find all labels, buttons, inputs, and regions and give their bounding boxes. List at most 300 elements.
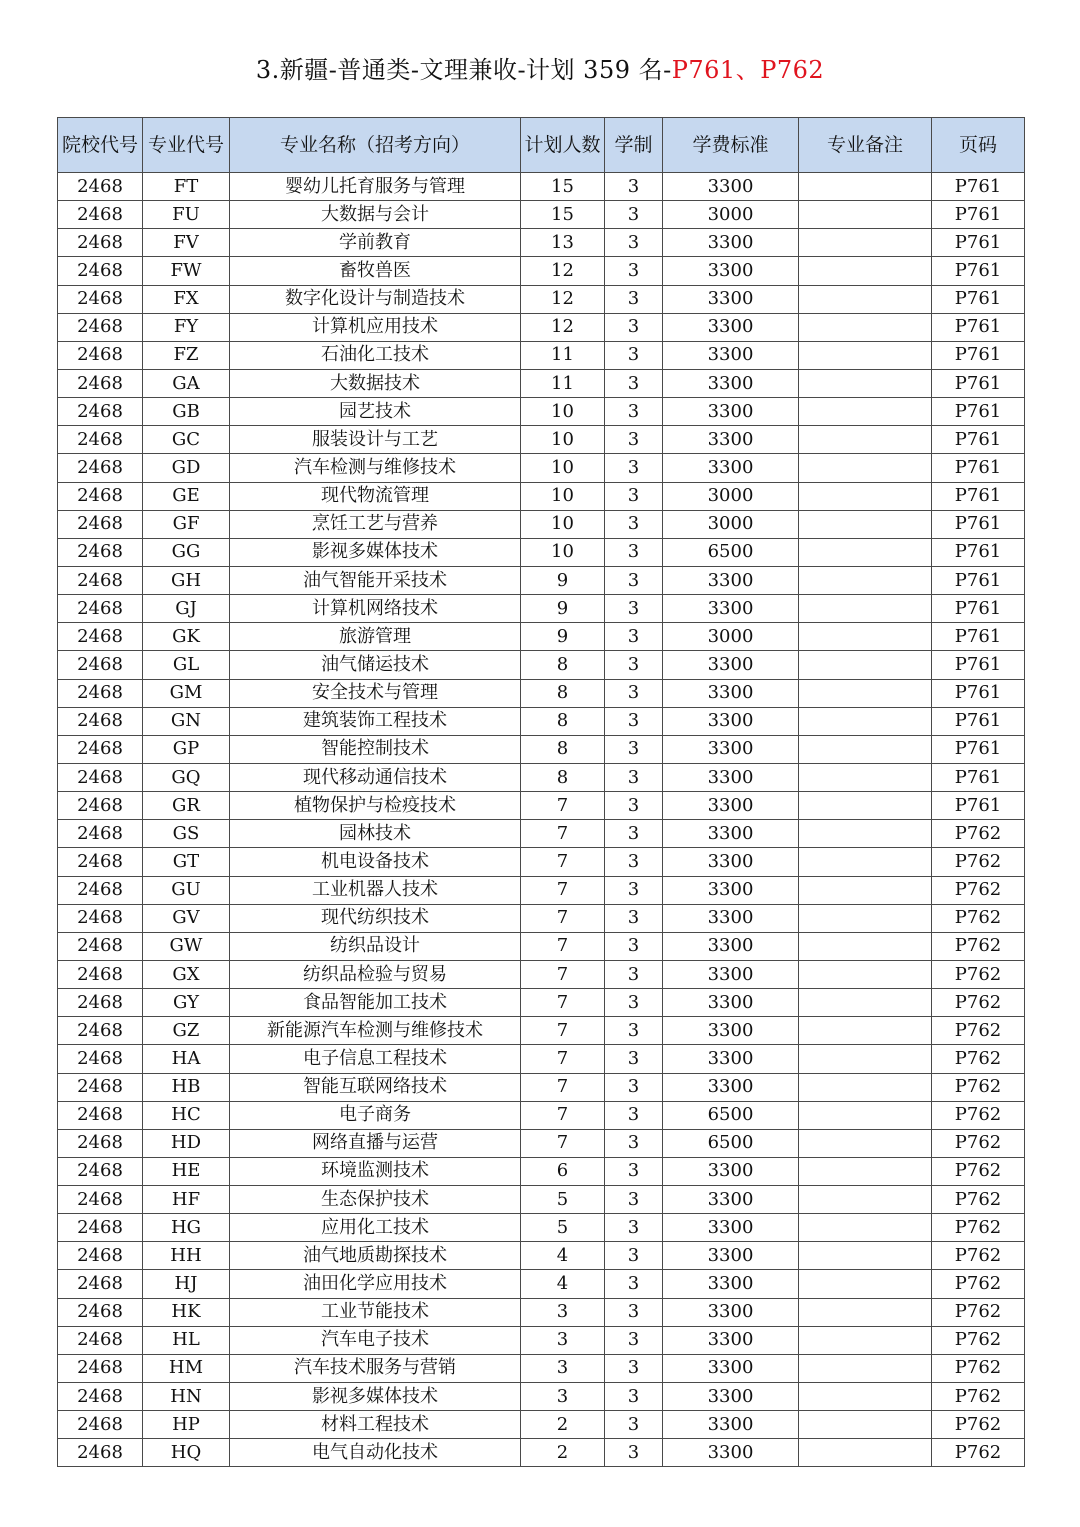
major-code-cell: GS [143,820,230,848]
tuition-cell: 3300 [663,341,799,369]
school-code-cell: 2468 [58,398,143,426]
tuition-cell: 6500 [663,1101,799,1129]
page-cell: P762 [932,1157,1025,1185]
school-code-cell: 2468 [58,1242,143,1270]
remarks-cell [799,313,932,341]
major-name-cell: 现代移动通信技术 [230,763,521,791]
tuition-cell: 3300 [663,229,799,257]
school-code-cell: 2468 [58,932,143,960]
remarks-cell [799,932,932,960]
school-code-cell: 2468 [58,735,143,763]
page-cell: P762 [932,1045,1025,1073]
tuition-cell: 3300 [663,1017,799,1045]
major-name-cell: 现代物流管理 [230,482,521,510]
page-cell: P761 [932,679,1025,707]
remarks-cell [799,904,932,932]
major-code-cell: HM [143,1354,230,1382]
tuition-cell: 3300 [663,651,799,679]
tuition-cell: 3300 [663,173,799,201]
plan-count-cell: 7 [521,1129,605,1157]
duration-cell: 3 [605,257,663,285]
table-row [58,173,1025,201]
tuition-cell: 3000 [663,623,799,651]
header-page: 页码 [932,118,1025,173]
school-code-cell: 2468 [58,173,143,201]
plan-count-cell: 5 [521,1214,605,1242]
page-cell: P761 [932,595,1025,623]
school-code-cell: 2468 [58,285,143,313]
remarks-cell [799,707,932,735]
plan-count-cell: 13 [521,229,605,257]
page-cell: P761 [932,229,1025,257]
page-cell: P762 [932,1411,1025,1439]
table-row [58,1270,1025,1298]
duration-cell: 3 [605,1383,663,1411]
table-row [58,848,1025,876]
duration-cell: 3 [605,341,663,369]
tuition-cell: 3300 [663,1411,799,1439]
school-code-cell: 2468 [58,1073,143,1101]
major-name-cell: 新能源汽车检测与维修技术 [230,1017,521,1045]
page-cell: P761 [932,538,1025,566]
page-cell: P762 [932,1439,1025,1467]
remarks-cell [799,1354,932,1382]
tuition-cell: 3300 [663,426,799,454]
page-cell: P762 [932,960,1025,988]
school-code-cell: 2468 [58,229,143,257]
school-code-cell: 2468 [58,1045,143,1073]
plan-count-cell: 15 [521,201,605,229]
school-code-cell: 2468 [58,482,143,510]
plan-count-cell: 15 [521,173,605,201]
school-code-cell: 2468 [58,313,143,341]
major-code-cell: HP [143,1411,230,1439]
remarks-cell [799,1270,932,1298]
major-name-cell: 机电设备技术 [230,848,521,876]
school-code-cell: 2468 [58,1157,143,1185]
title-pages: P761、P762 [671,56,825,84]
remarks-cell [799,201,932,229]
tuition-cell: 3300 [663,1214,799,1242]
school-code-cell: 2468 [58,369,143,397]
plan-count-cell: 9 [521,623,605,651]
remarks-cell [799,820,932,848]
school-code-cell: 2468 [58,341,143,369]
school-code-cell: 2468 [58,1439,143,1467]
table-row [58,1129,1025,1157]
duration-cell: 3 [605,1270,663,1298]
table-row [58,904,1025,932]
table-row [58,1298,1025,1326]
remarks-cell [799,679,932,707]
table-row [58,566,1025,594]
plan-count-cell: 7 [521,932,605,960]
major-name-cell: 石油化工技术 [230,341,521,369]
major-name-cell: 大数据与会计 [230,201,521,229]
tuition-cell: 3300 [663,398,799,426]
remarks-cell [799,876,932,904]
plan-count-cell: 2 [521,1439,605,1467]
duration-cell: 3 [605,848,663,876]
tuition-cell: 3000 [663,482,799,510]
major-name-cell: 园林技术 [230,820,521,848]
duration-cell: 3 [605,201,663,229]
tuition-cell: 3300 [663,369,799,397]
duration-cell: 3 [605,679,663,707]
tuition-cell: 3300 [663,1298,799,1326]
major-name-cell: 计算机应用技术 [230,313,521,341]
duration-cell: 3 [605,454,663,482]
tuition-cell: 3300 [663,1270,799,1298]
tuition-cell: 3300 [663,1242,799,1270]
duration-cell: 3 [605,1017,663,1045]
school-code-cell: 2468 [58,595,143,623]
major-name-cell: 电子商务 [230,1101,521,1129]
plan-count-cell: 10 [521,482,605,510]
duration-cell: 3 [605,398,663,426]
major-code-cell: GX [143,960,230,988]
page-cell: P761 [932,369,1025,397]
plan-count-cell: 7 [521,1045,605,1073]
page-cell: P761 [932,707,1025,735]
page-cell: P761 [932,173,1025,201]
major-code-cell: GB [143,398,230,426]
major-code-cell: HQ [143,1439,230,1467]
major-name-cell: 纺织品设计 [230,932,521,960]
tuition-cell: 3300 [663,257,799,285]
major-code-cell: GA [143,369,230,397]
page-cell: P762 [932,1298,1025,1326]
plan-count-cell: 12 [521,313,605,341]
major-code-cell: GM [143,679,230,707]
duration-cell: 3 [605,707,663,735]
page-cell: P762 [932,876,1025,904]
duration-cell: 3 [605,876,663,904]
header-major-code: 专业代号 [143,118,230,173]
major-code-cell: FZ [143,341,230,369]
duration-cell: 3 [605,1157,663,1185]
table-row [58,369,1025,397]
page-cell: P762 [932,820,1025,848]
remarks-cell [799,1242,932,1270]
table-row [58,285,1025,313]
page-cell: P761 [932,426,1025,454]
tuition-cell: 3300 [663,876,799,904]
duration-cell: 3 [605,1354,663,1382]
remarks-cell [799,1129,932,1157]
major-code-cell: HD [143,1129,230,1157]
page-cell: P762 [932,1129,1025,1157]
table-row [58,1157,1025,1185]
major-code-cell: HK [143,1298,230,1326]
remarks-cell [799,173,932,201]
duration-cell: 3 [605,482,663,510]
remarks-cell [799,341,932,369]
plan-count-cell: 7 [521,1017,605,1045]
major-name-cell: 应用化工技术 [230,1214,521,1242]
major-name-cell: 园艺技术 [230,398,521,426]
major-code-cell: HG [143,1214,230,1242]
table-row [58,257,1025,285]
major-code-cell: GU [143,876,230,904]
table-body [58,173,1025,1467]
remarks-cell [799,623,932,651]
school-code-cell: 2468 [58,623,143,651]
table-row [58,932,1025,960]
major-name-cell: 生态保护技术 [230,1186,521,1214]
plan-count-cell: 8 [521,651,605,679]
table-row [58,341,1025,369]
duration-cell: 3 [605,1073,663,1101]
page-cell: P761 [932,735,1025,763]
major-name-cell: 安全技术与管理 [230,679,521,707]
header-major-name: 专业名称（招考方向） [230,118,521,173]
table-row [58,1439,1025,1467]
major-name-cell: 食品智能加工技术 [230,989,521,1017]
school-code-cell: 2468 [58,848,143,876]
duration-cell: 3 [605,932,663,960]
major-name-cell: 畜牧兽医 [230,257,521,285]
duration-cell: 3 [605,1129,663,1157]
table-row [58,989,1025,1017]
major-name-cell: 油气储运技术 [230,651,521,679]
tuition-cell: 3300 [663,989,799,1017]
major-code-cell: GJ [143,595,230,623]
duration-cell: 3 [605,1298,663,1326]
table-row [58,1017,1025,1045]
tuition-cell: 3300 [663,1439,799,1467]
school-code-cell: 2468 [58,257,143,285]
duration-cell: 3 [605,1326,663,1354]
school-code-cell: 2468 [58,1298,143,1326]
major-code-cell: HN [143,1383,230,1411]
table-row [58,960,1025,988]
page-cell: P761 [932,398,1025,426]
remarks-cell [799,1157,932,1185]
plan-count-cell: 2 [521,1411,605,1439]
major-name-cell: 汽车技术服务与营销 [230,1354,521,1382]
school-code-cell: 2468 [58,1411,143,1439]
school-code-cell: 2468 [58,538,143,566]
table-row [58,398,1025,426]
major-name-cell: 旅游管理 [230,623,521,651]
major-name-cell: 工业节能技术 [230,1298,521,1326]
major-code-cell: FX [143,285,230,313]
table-row [58,454,1025,482]
duration-cell: 3 [605,566,663,594]
major-code-cell: GH [143,566,230,594]
major-code-cell: GZ [143,1017,230,1045]
table-row [58,426,1025,454]
major-name-cell: 网络直播与运营 [230,1129,521,1157]
tuition-cell: 3300 [663,454,799,482]
school-code-cell: 2468 [58,876,143,904]
page-cell: P762 [932,1270,1025,1298]
plan-count-cell: 12 [521,257,605,285]
major-name-cell: 汽车电子技术 [230,1326,521,1354]
plan-count-cell: 11 [521,369,605,397]
major-name-cell: 大数据技术 [230,369,521,397]
table-row [58,1186,1025,1214]
plan-count-cell: 10 [521,454,605,482]
major-code-cell: GQ [143,763,230,791]
major-code-cell: FT [143,173,230,201]
tuition-cell: 3300 [663,932,799,960]
school-code-cell: 2468 [58,510,143,538]
duration-cell: 3 [605,763,663,791]
school-code-cell: 2468 [58,679,143,707]
remarks-cell [799,960,932,988]
page-cell: P762 [932,1354,1025,1382]
tuition-cell: 3300 [663,848,799,876]
school-code-cell: 2468 [58,201,143,229]
major-code-cell: GY [143,989,230,1017]
school-code-cell: 2468 [58,989,143,1017]
page-cell: P762 [932,1214,1025,1242]
table-row [58,763,1025,791]
tuition-cell: 3000 [663,201,799,229]
school-code-cell: 2468 [58,566,143,594]
page-cell: P761 [932,651,1025,679]
plan-count-cell: 8 [521,679,605,707]
remarks-cell [799,1017,932,1045]
table-row [58,792,1025,820]
major-code-cell: GT [143,848,230,876]
major-name-cell: 油田化学应用技术 [230,1270,521,1298]
remarks-cell [799,763,932,791]
major-code-cell: GK [143,623,230,651]
remarks-cell [799,1214,932,1242]
table-row [58,313,1025,341]
tuition-cell: 3300 [663,1186,799,1214]
major-code-cell: GN [143,707,230,735]
duration-cell: 3 [605,820,663,848]
duration-cell: 3 [605,285,663,313]
header-duration: 学制 [605,118,663,173]
major-code-cell: GE [143,482,230,510]
table-row [58,1101,1025,1129]
major-code-cell: FV [143,229,230,257]
plan-count-cell: 7 [521,960,605,988]
remarks-cell [799,1411,932,1439]
major-name-cell: 智能控制技术 [230,735,521,763]
duration-cell: 3 [605,538,663,566]
duration-cell: 3 [605,369,663,397]
page-cell: P762 [932,1326,1025,1354]
major-name-cell: 汽车检测与维修技术 [230,454,521,482]
remarks-cell [799,1383,932,1411]
school-code-cell: 2468 [58,707,143,735]
school-code-cell: 2468 [58,1354,143,1382]
major-name-cell: 学前教育 [230,229,521,257]
plan-count-cell: 7 [521,876,605,904]
page-cell: P762 [932,1383,1025,1411]
major-code-cell: HA [143,1045,230,1073]
remarks-cell [799,285,932,313]
duration-cell: 3 [605,1101,663,1129]
tuition-cell: 3300 [663,1157,799,1185]
duration-cell: 3 [605,229,663,257]
major-code-cell: HB [143,1073,230,1101]
remarks-cell [799,1186,932,1214]
remarks-cell [799,735,932,763]
remarks-cell [799,848,932,876]
duration-cell: 3 [605,1186,663,1214]
table-row [58,623,1025,651]
table-row [58,482,1025,510]
page-cell: P762 [932,1242,1025,1270]
table-row [58,651,1025,679]
remarks-cell [799,1045,932,1073]
plan-count-cell: 4 [521,1270,605,1298]
school-code-cell: 2468 [58,426,143,454]
plan-count-cell: 4 [521,1242,605,1270]
page-cell: P762 [932,848,1025,876]
remarks-cell [799,1298,932,1326]
major-name-cell: 电子信息工程技术 [230,1045,521,1073]
remarks-cell [799,1439,932,1467]
duration-cell: 3 [605,904,663,932]
tuition-cell: 3300 [663,1354,799,1382]
table-row [58,538,1025,566]
major-name-cell: 数字化设计与制造技术 [230,285,521,313]
tuition-cell: 3300 [663,792,799,820]
school-code-cell: 2468 [58,1326,143,1354]
plan-count-cell: 8 [521,735,605,763]
major-name-cell: 材料工程技术 [230,1411,521,1439]
major-code-cell: HE [143,1157,230,1185]
table-row [58,679,1025,707]
major-code-cell: HJ [143,1270,230,1298]
tuition-cell: 3300 [663,763,799,791]
major-name-cell: 智能互联网络技术 [230,1073,521,1101]
table-header [58,118,1025,173]
tuition-cell: 3300 [663,1045,799,1073]
plan-count-cell: 12 [521,285,605,313]
table-row [58,1326,1025,1354]
remarks-cell [799,510,932,538]
remarks-cell [799,426,932,454]
major-code-cell: GG [143,538,230,566]
duration-cell: 3 [605,595,663,623]
plan-count-cell: 7 [521,848,605,876]
school-code-cell: 2468 [58,820,143,848]
tuition-cell: 3300 [663,960,799,988]
school-code-cell: 2468 [58,763,143,791]
major-name-cell: 电气自动化技术 [230,1439,521,1467]
plan-count-cell: 3 [521,1326,605,1354]
table-row [58,229,1025,257]
tuition-cell: 3300 [663,707,799,735]
page-cell: P762 [932,904,1025,932]
duration-cell: 3 [605,792,663,820]
enrollment-plan-table [57,117,1025,1467]
school-code-cell: 2468 [58,1186,143,1214]
duration-cell: 3 [605,1439,663,1467]
remarks-cell [799,538,932,566]
major-code-cell: HF [143,1186,230,1214]
table-row [58,595,1025,623]
school-code-cell: 2468 [58,1270,143,1298]
header-row [58,118,1025,173]
school-code-cell: 2468 [58,960,143,988]
page-cell: P761 [932,341,1025,369]
page-cell: P761 [932,313,1025,341]
major-code-cell: GW [143,932,230,960]
duration-cell: 3 [605,735,663,763]
page-cell: P761 [932,454,1025,482]
table-row [58,1411,1025,1439]
